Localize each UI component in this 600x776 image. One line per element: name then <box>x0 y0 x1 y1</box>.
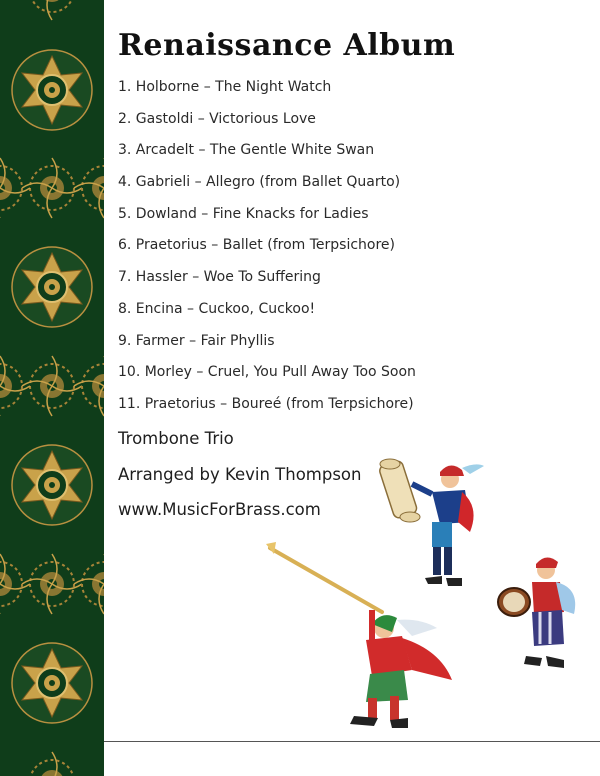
page-title: Renaissance Album <box>118 28 456 63</box>
list-item: 8. Encina – Cuckoo, Cuckoo! <box>118 300 316 317</box>
drummer-illustration <box>484 552 584 676</box>
list-item: 5. Dowland – Fine Knacks for Ladies <box>118 205 369 222</box>
trumpeter-illustration <box>262 540 462 740</box>
decorative-border <box>0 0 104 776</box>
list-item: 3. Arcadelt – The Gentle White Swan <box>118 142 375 159</box>
list-item: 6. Praetorius – Ballet (from Terpsichore) <box>118 237 395 254</box>
ensemble-label: Trombone Trio <box>118 429 234 448</box>
website-url: www.MusicForBrass.com <box>118 500 321 519</box>
list-item: 4. Gabrieli – Allegro (from Ballet Quarto) <box>118 174 401 191</box>
list-item: 11. Praetorius – Boureé (from Terpsichore) <box>118 395 414 412</box>
list-item: 9. Farmer – Fair Phyllis <box>118 332 275 349</box>
list-item: 2. Gastoldi – Victorious Love <box>118 110 316 127</box>
track-list <box>118 76 416 425</box>
footer-rule <box>104 741 600 742</box>
list-item: 10. Morley – Cruel, You Pull Away Too Soon <box>118 364 416 381</box>
arranger-credit: Arranged by Kevin Thompson <box>118 465 362 484</box>
list-item: 7. Hassler – Woe To Suffering <box>118 269 321 286</box>
list-item: 1. Holborne – The Night Watch <box>118 79 332 95</box>
